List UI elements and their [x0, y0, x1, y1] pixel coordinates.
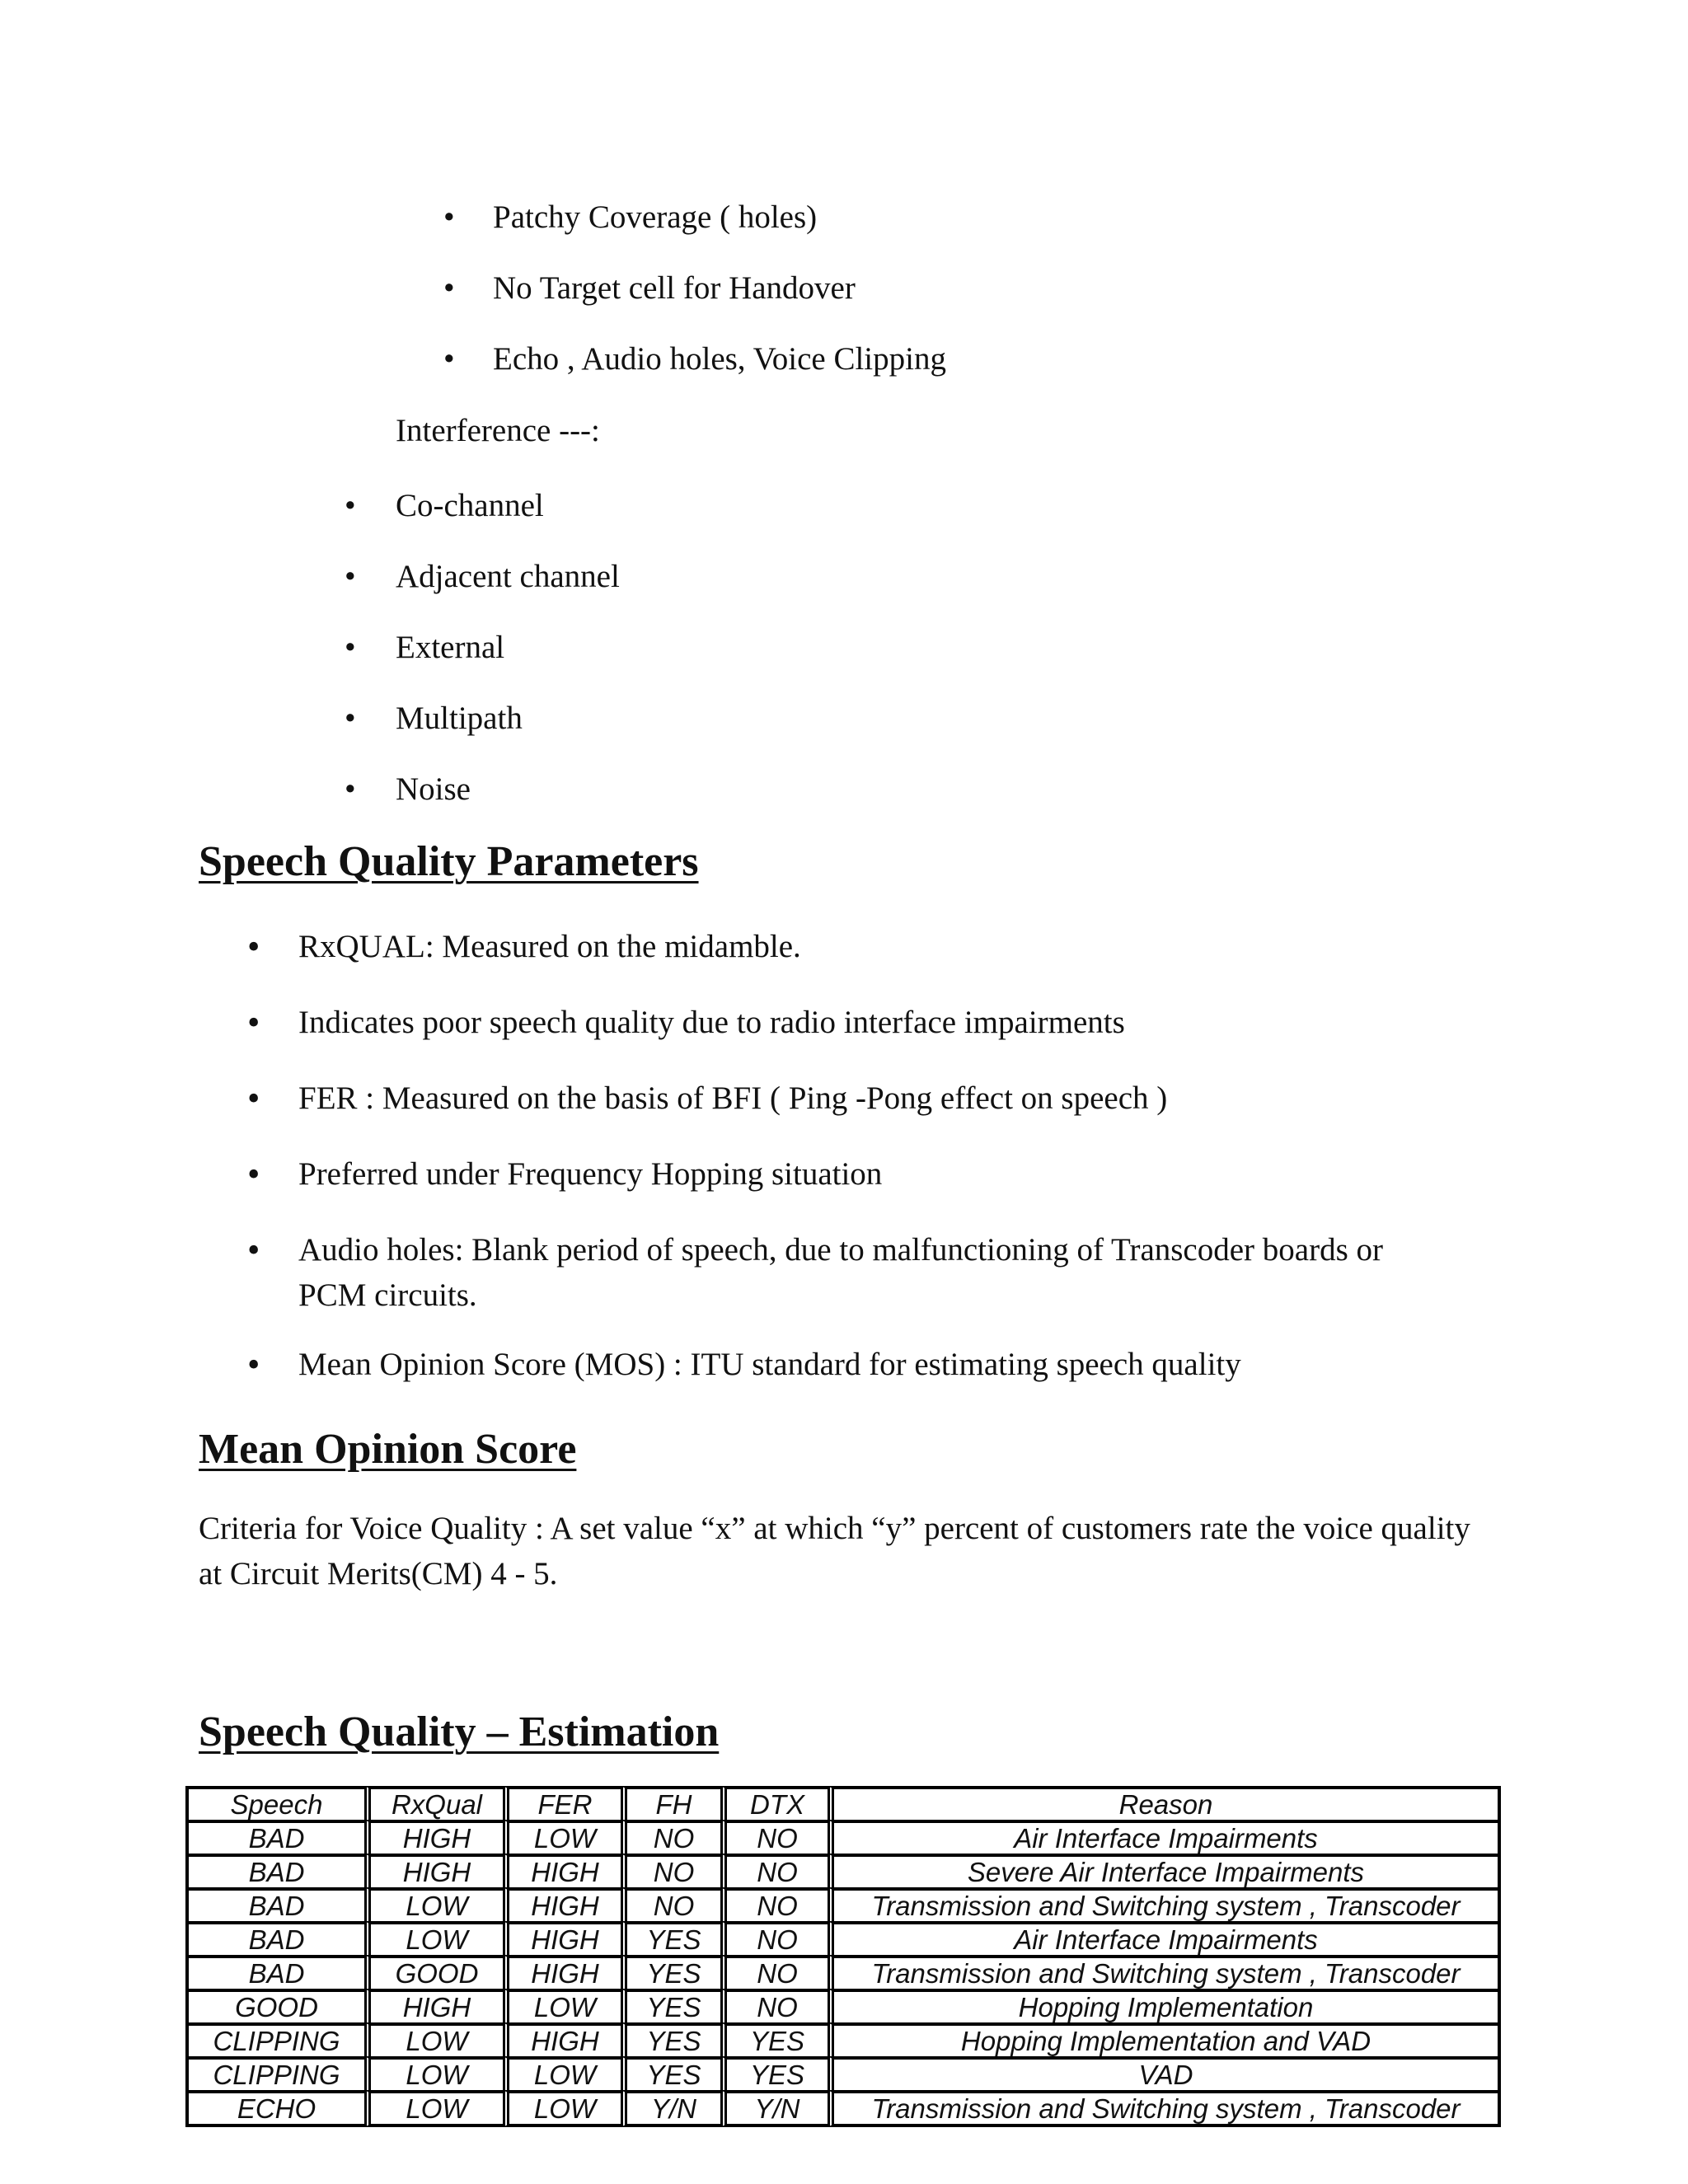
cell-fer: HIGH [503, 1955, 621, 1989]
table-row [185, 2022, 1501, 2056]
header-cell-dtx: DTX [720, 1786, 828, 1820]
cell-speech: BAD [185, 1955, 364, 1989]
header-cell-fh: FH [621, 1786, 720, 1820]
table-row [185, 1820, 1501, 1854]
cell-speech: ECHO [185, 2090, 364, 2127]
cell-reason: Hopping Implementation [828, 1989, 1501, 2022]
cell-fer: HIGH [503, 2022, 621, 2056]
interference-list [345, 483, 620, 837]
list-item: • Audio holes: Blank period of speech, due to malfunctioning of Transcoder boards or PCM circuits. [247, 1227, 1459, 1318]
cell-rxqual: LOW [364, 1887, 503, 1921]
list-item: • External [345, 625, 620, 696]
cell-speech: BAD [185, 1921, 364, 1955]
estimation-table [185, 1786, 1501, 2127]
cell-fer: HIGH [503, 1854, 621, 1887]
cell-dtx: Y/N [720, 2090, 828, 2127]
list-item: • Patchy Coverage ( holes) [443, 194, 946, 265]
header-cell-speech: Speech [185, 1786, 364, 1820]
cell-fh: YES [621, 2022, 720, 2056]
cell-fh: NO [621, 1887, 720, 1921]
cell-rxqual: GOOD [364, 1955, 503, 1989]
list-item: • Adjacent channel [345, 554, 620, 625]
table-row [185, 1854, 1501, 1887]
header-cell-reason: Reason [828, 1786, 1501, 1820]
table-row [185, 1955, 1501, 1989]
cell-speech: GOOD [185, 1989, 364, 2022]
cell-reason: Air Interface Impairments [828, 1921, 1501, 1955]
cell-speech: BAD [185, 1854, 364, 1887]
cell-dtx: NO [720, 1955, 828, 1989]
cell-rxqual: LOW [364, 1921, 503, 1955]
cell-dtx: NO [720, 1989, 828, 2022]
cell-reason: Air Interface Impairments [828, 1820, 1501, 1854]
list-item: • Indicates poor speech quality due to radio interface impairments [247, 1000, 1459, 1046]
cell-rxqual: LOW [364, 2022, 503, 2056]
list-item: • FER : Measured on the basis of BFI ( Ping -Pong effect on speech ) [247, 1076, 1459, 1122]
section-heading-estimation: Speech Quality – Estimation [199, 1708, 720, 1755]
cell-fer: LOW [503, 2056, 621, 2090]
interference-label: Interference ---: [396, 413, 600, 448]
cell-fh: Y/N [621, 2090, 720, 2127]
list-item: • No Target cell for Handover [443, 265, 946, 336]
cell-fer: LOW [503, 1820, 621, 1854]
cell-reason: Transmission and Switching system , Transcoder [828, 1955, 1501, 1989]
issues-list [443, 194, 946, 407]
cell-dtx: NO [720, 1887, 828, 1921]
cell-dtx: NO [720, 1921, 828, 1955]
cell-rxqual: HIGH [364, 1989, 503, 2022]
speech-quality-list [247, 924, 1459, 1418]
cell-fh: NO [621, 1854, 720, 1887]
cell-reason: VAD [828, 2056, 1501, 2090]
list-item: • Preferred under Frequency Hopping situation [247, 1151, 1459, 1197]
list-item: • Echo , Audio holes, Voice Clipping [443, 336, 946, 407]
cell-speech: CLIPPING [185, 2022, 364, 2056]
cell-reason: Severe Air Interface Impairments [828, 1854, 1501, 1887]
cell-dtx: NO [720, 1820, 828, 1854]
cell-dtx: YES [720, 2022, 828, 2056]
cell-fer: LOW [503, 1989, 621, 2022]
cell-reason: Transmission and Switching system , Transcoder [828, 1887, 1501, 1921]
cell-speech: CLIPPING [185, 2056, 364, 2090]
cell-speech: BAD [185, 1820, 364, 1854]
section-heading-mos: Mean Opinion Score [199, 1426, 577, 1473]
cell-fh: NO [621, 1820, 720, 1854]
cell-rxqual: HIGH [364, 1820, 503, 1854]
cell-rxqual: LOW [364, 2056, 503, 2090]
table-row [185, 1887, 1501, 1921]
table-row [185, 2090, 1501, 2127]
cell-rxqual: HIGH [364, 1854, 503, 1887]
list-item: • RxQUAL: Measured on the midamble. [247, 924, 1459, 970]
list-item: • Multipath [345, 696, 620, 766]
cell-fer: LOW [503, 2090, 621, 2127]
cell-fh: YES [621, 1955, 720, 1989]
table-row [185, 2056, 1501, 2090]
cell-fer: HIGH [503, 1887, 621, 1921]
table-row [185, 1921, 1501, 1955]
list-item: • Noise [345, 766, 620, 837]
cell-dtx: NO [720, 1854, 828, 1887]
list-item: • Mean Opinion Score (MOS) : ITU standard for estimating speech quality [247, 1342, 1459, 1388]
header-cell-fer: FER [503, 1786, 621, 1820]
cell-fh: YES [621, 1989, 720, 2022]
cell-reason: Hopping Implementation and VAD [828, 2022, 1501, 2056]
header-cell-rxqual: RxQual [364, 1786, 503, 1820]
cell-reason: Transmission and Switching system , Transcoder [828, 2090, 1501, 2127]
cell-fh: YES [621, 2056, 720, 2090]
table-header-row [185, 1786, 1501, 1820]
list-item: • Co-channel [345, 483, 620, 554]
table-row [185, 1989, 1501, 2022]
cell-fh: YES [621, 1921, 720, 1955]
section-heading-speech-quality: Speech Quality Parameters [199, 838, 699, 885]
cell-fer: HIGH [503, 1921, 621, 1955]
cell-rxqual: LOW [364, 2090, 503, 2127]
cell-dtx: YES [720, 2056, 828, 2090]
criteria-paragraph: Criteria for Voice Quality : A set value “x” at which “y” percent of customers rate the voice quality at Circuit Merits(CM) 4 - 5. [199, 1511, 1470, 1591]
cell-speech: BAD [185, 1887, 364, 1921]
